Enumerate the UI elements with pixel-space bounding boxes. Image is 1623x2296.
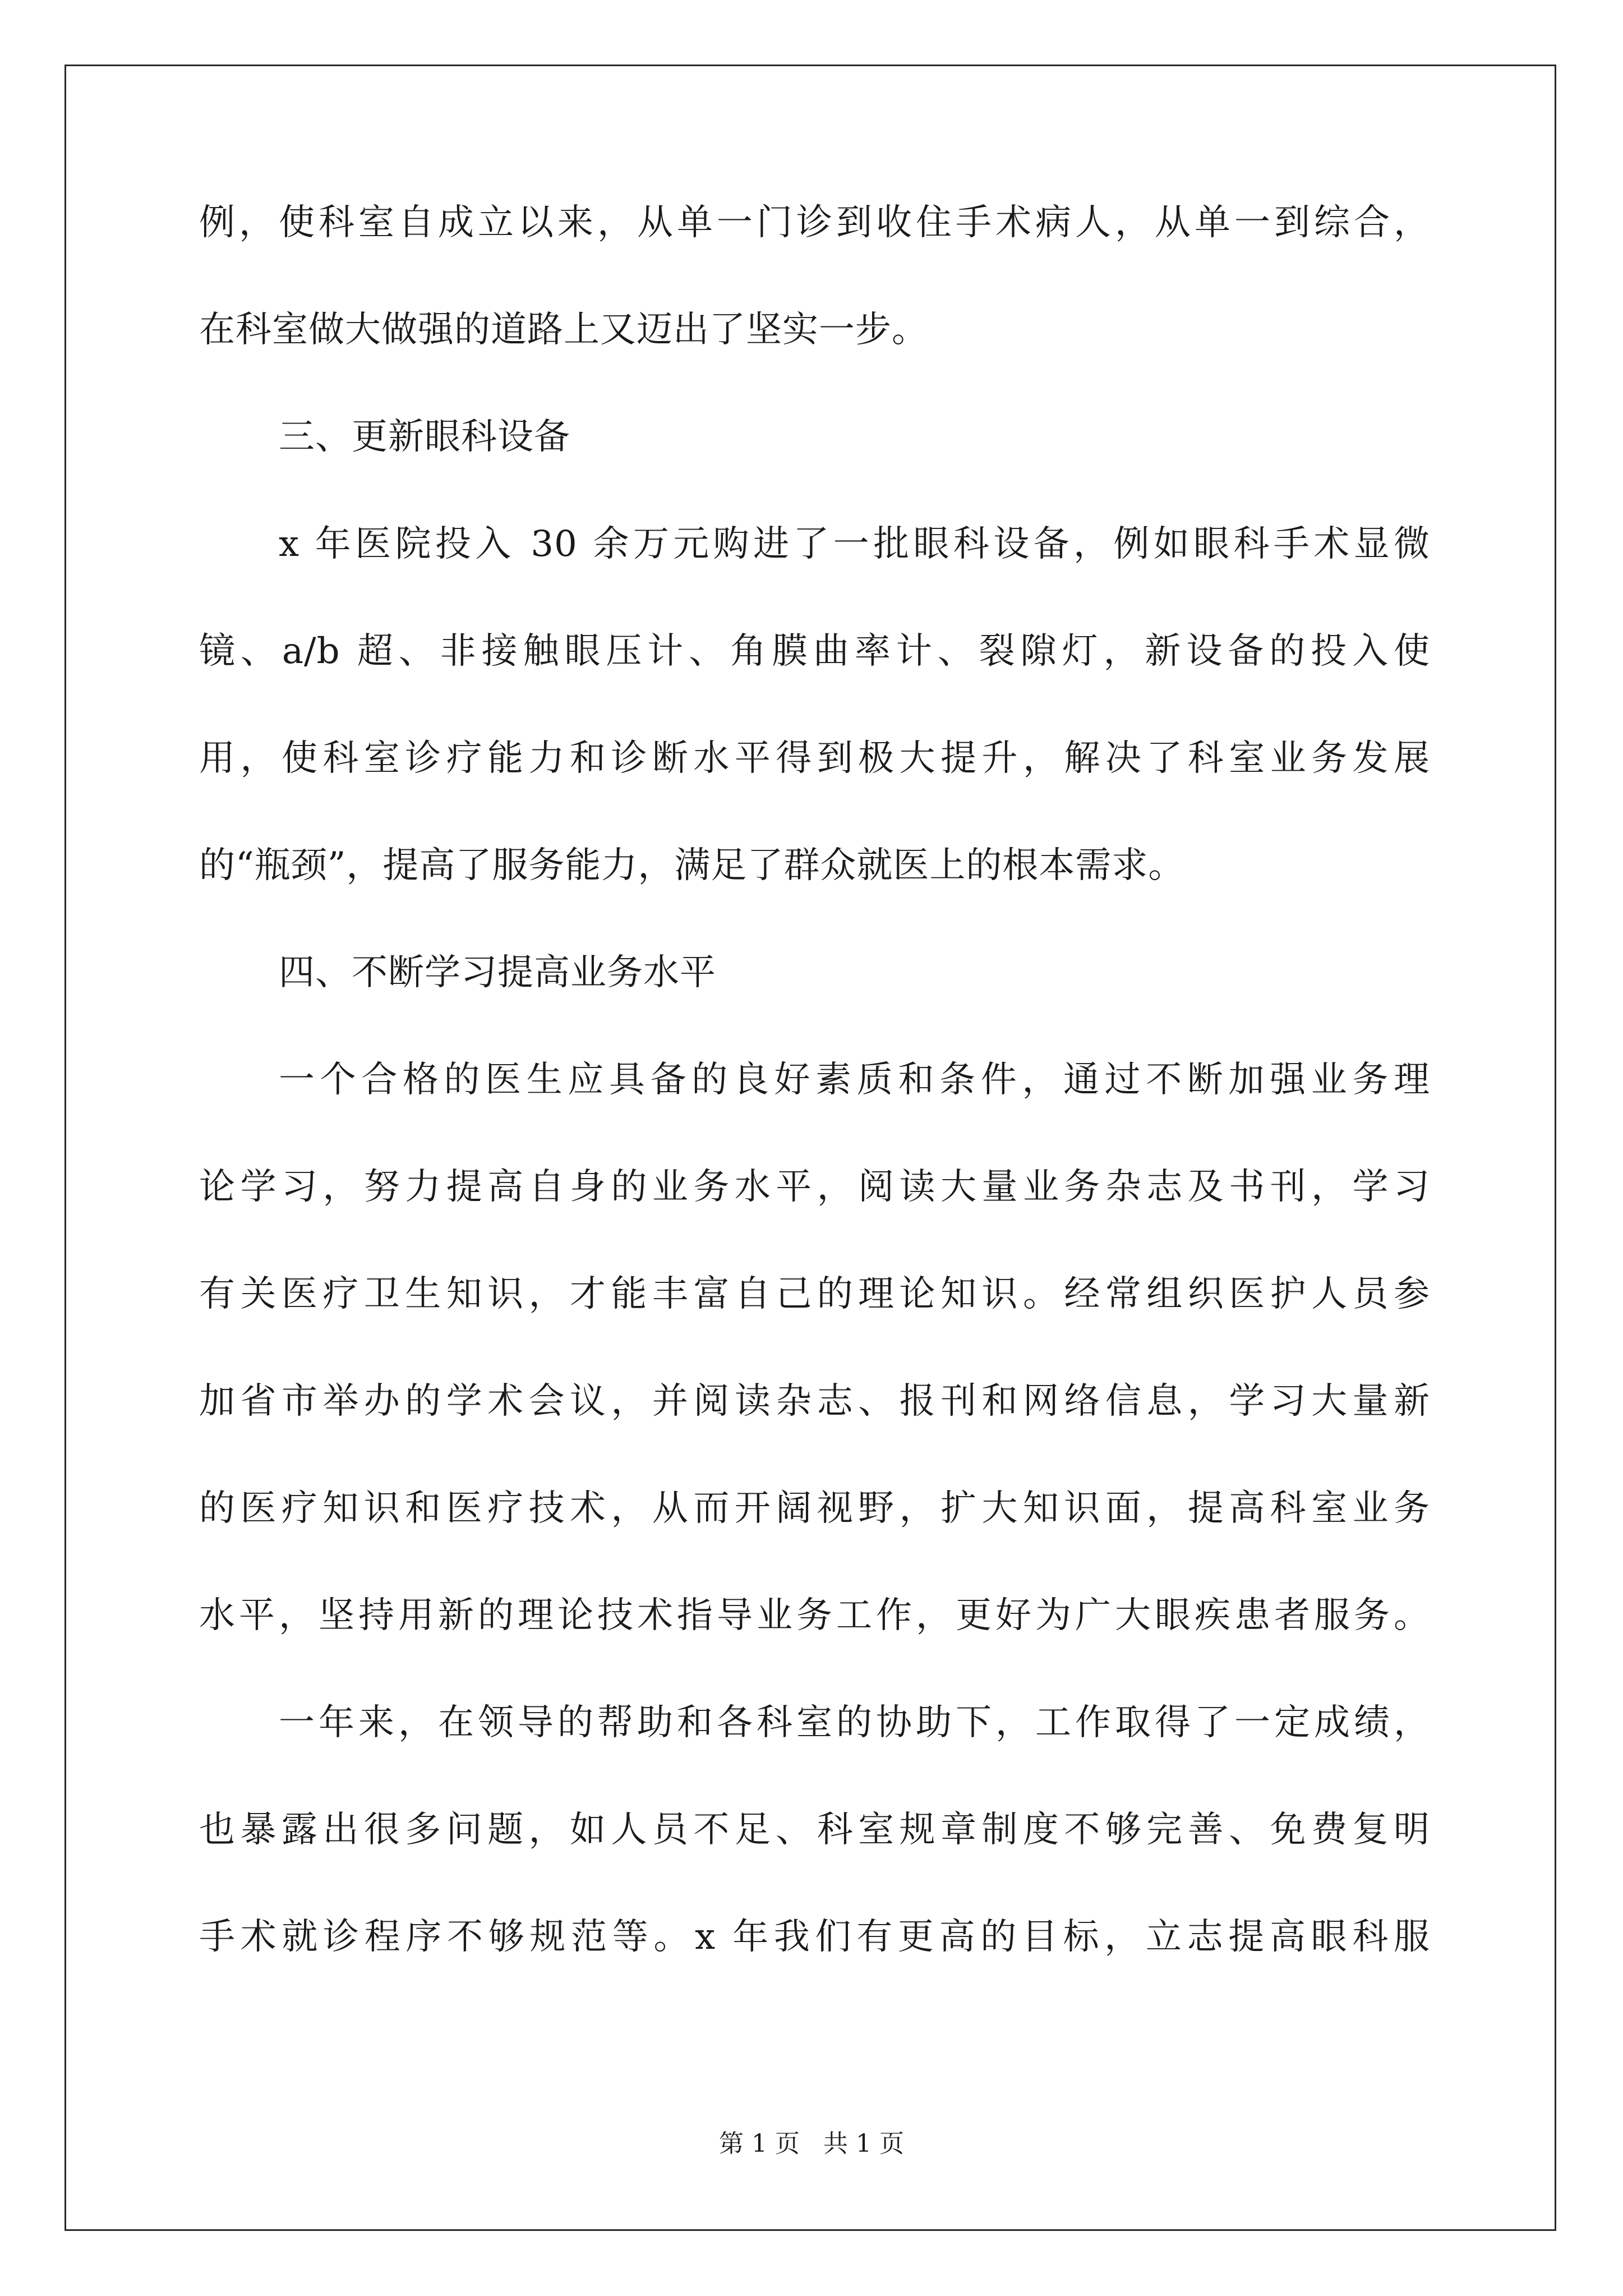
text-line: 在科室做大做强的道路上又迈出了坚实一步。 — [199, 309, 928, 351]
text-line: 有关医疗卫生知识，才能丰富自己的理论知识。经常组织医护人员参 — [199, 1273, 1430, 1315]
text-line: 三、更新眼科设备 — [279, 416, 570, 458]
text-line: 用，使科室诊疗能力和诊断水平得到极大提升，解决了科室业务发展 — [199, 738, 1430, 779]
text-line: 论学习，努力提高自身的业务水平，阅读大量业务杂志及书刊，学习 — [199, 1166, 1430, 1208]
text-line: 水平，坚持用新的理论技术指导业务工作，更好为广大眼疾患者服务。 — [199, 1595, 1430, 1636]
text-line: x 年医院投入 30 余万元购进了一批眼科设备，例如眼科手术显微 — [279, 523, 1430, 565]
page-footer — [0, 2129, 1623, 2158]
text-line: 例，使科室自成立以来，从单一门诊到收住手术病人，从单一到综合， — [199, 202, 1430, 243]
text-line: 一个合格的医生应具备的良好素质和条件，通过不断加强业务理 — [279, 1059, 1430, 1101]
page-number: 第 1 页 — [719, 2129, 800, 2158]
text-line: 加省市举办的学术会议，并阅读杂志、报刊和网络信息，学习大量新 — [199, 1381, 1430, 1422]
text-line: 的医疗知识和医疗技术，从而开阔视野，扩大知识面，提高科室业务 — [199, 1488, 1430, 1529]
text-line: 一年来，在领导的帮助和各科室的协助下，工作取得了一定成绩， — [279, 1702, 1430, 1743]
text-line: 的“瓶颈”，提高了服务能力，满足了群众就医上的根本需求。 — [199, 845, 1185, 886]
document-body — [199, 202, 1430, 2026]
text-line: 也暴露出很多问题，如人员不足、科室规章制度不够完善、免费复明 — [199, 1809, 1430, 1851]
text-line: 四、不断学习提高业务水平 — [279, 952, 716, 993]
text-line: 镜、a/b 超、非接触眼压计、角膜曲率计、裂隙灯，新设备的投入使 — [199, 631, 1430, 672]
text-line: 手术就诊程序不够规范等。x 年我们有更高的目标，立志提高眼科服 — [199, 1916, 1430, 1958]
page-total: 共 1 页 — [823, 2129, 904, 2158]
